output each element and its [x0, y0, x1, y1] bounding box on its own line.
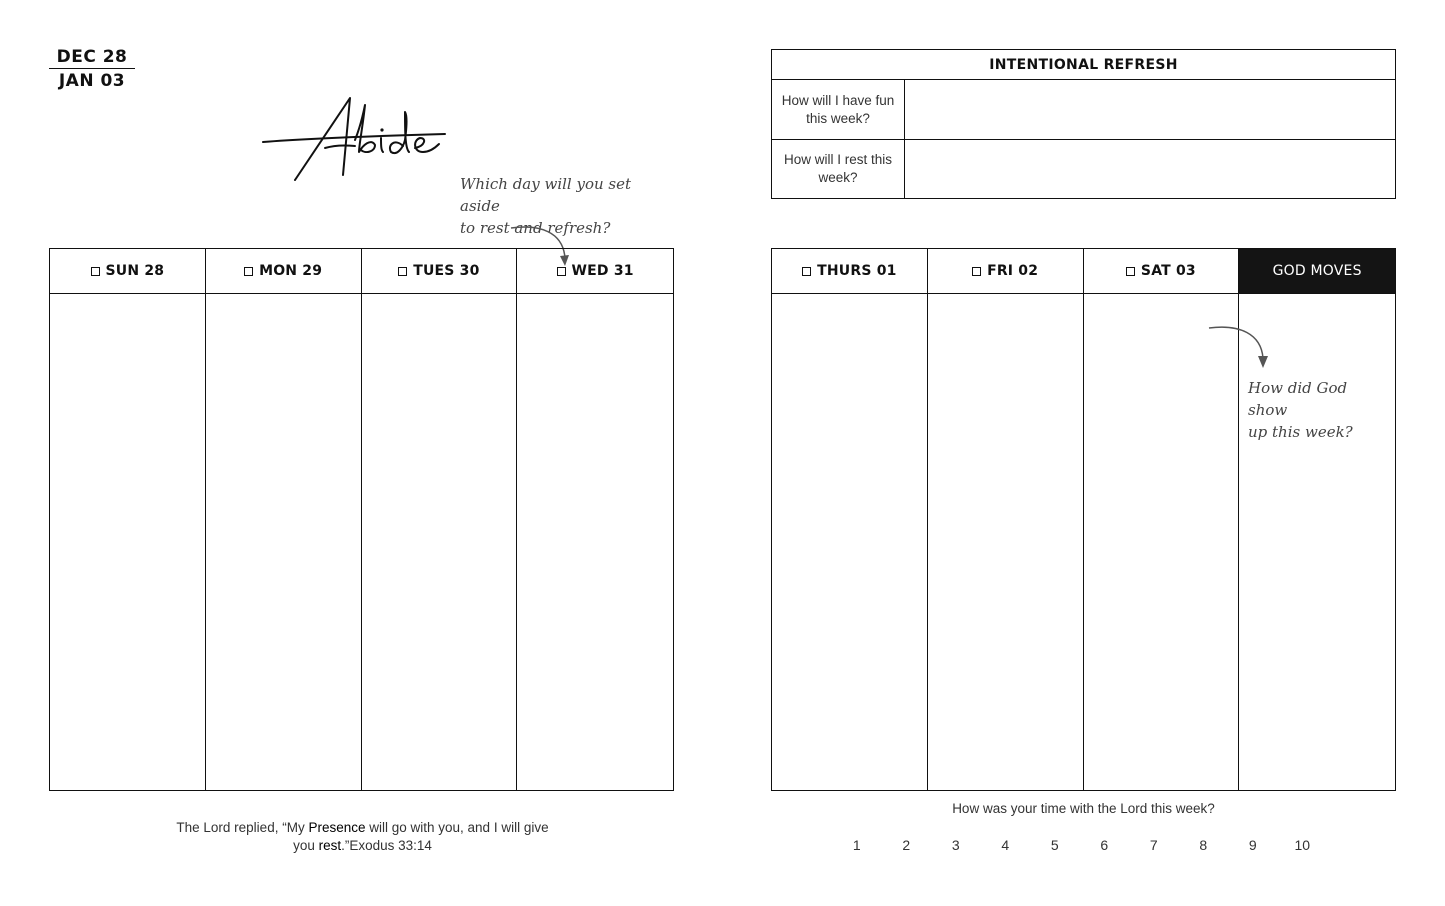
day-header-fri[interactable]: FRI 02: [928, 249, 1084, 294]
refresh-answer-fun[interactable]: [905, 80, 1395, 139]
rating-scale: [832, 837, 1327, 853]
day-cell-thurs[interactable]: [772, 294, 928, 790]
god-show-note-line2: up this week?: [1248, 423, 1353, 441]
rating-option[interactable]: 10: [1294, 837, 1311, 853]
week-grid-left: [49, 248, 674, 791]
day-header-thurs[interactable]: THURS 01: [772, 249, 928, 294]
rest-day-note-line1: Which day will you set aside: [460, 175, 632, 215]
refresh-question-rest: How will I rest this week?: [772, 140, 905, 198]
refresh-question-fun: How will I have fun this week?: [772, 80, 905, 139]
rating-option[interactable]: 3: [951, 837, 960, 853]
rating-option[interactable]: 7: [1149, 837, 1158, 853]
verse-emphasis-presence: Presence: [308, 820, 366, 835]
refresh-row-fun: [772, 80, 1395, 139]
checkbox-icon[interactable]: [1126, 267, 1135, 276]
verse-emphasis-rest: rest: [318, 838, 342, 853]
rating-option[interactable]: 6: [1100, 837, 1109, 853]
rating-option[interactable]: 4: [1001, 837, 1010, 853]
intentional-refresh-table: [771, 49, 1396, 199]
day-header-sun[interactable]: SUN 28: [50, 249, 206, 294]
day-cell-mon[interactable]: [206, 294, 362, 790]
date-end: JAN 03: [58, 71, 126, 91]
day-header-tues[interactable]: TUES 30: [362, 249, 518, 294]
checkbox-icon[interactable]: [91, 267, 100, 276]
checkbox-icon[interactable]: [398, 267, 407, 276]
scripture-verse: The Lord replied, “My Presence will go with you, and I will give you rest.”Exodus 33:14: [176, 820, 549, 853]
day-header-wed[interactable]: WED 31: [517, 249, 673, 294]
day-header-mon[interactable]: MON 29: [206, 249, 362, 294]
day-cell-tues[interactable]: [362, 294, 518, 790]
day-cell-fri[interactable]: [928, 294, 1084, 790]
rating-question: How was your time with the Lord this week?: [952, 801, 1215, 816]
refresh-row-rest: [772, 139, 1395, 198]
rest-day-note-line2: to rest and refresh?: [460, 219, 611, 237]
god-moves-header: GOD MOVES: [1239, 249, 1395, 294]
date-range: [49, 46, 135, 92]
checkbox-icon[interactable]: [557, 267, 566, 276]
checkbox-icon[interactable]: [244, 267, 253, 276]
abide-script-title: [255, 90, 455, 190]
god-show-note-line1: How did God show: [1248, 379, 1348, 419]
rating-option[interactable]: 8: [1199, 837, 1208, 853]
date-start: DEC 28: [56, 47, 128, 67]
rating-option[interactable]: 2: [902, 837, 911, 853]
date-divider: [49, 68, 135, 69]
rating-option[interactable]: 9: [1248, 837, 1257, 853]
god-show-note: [1248, 377, 1388, 443]
day-cell-wed[interactable]: [517, 294, 673, 790]
day-cell-sun[interactable]: [50, 294, 206, 790]
rating-option[interactable]: 1: [852, 837, 861, 853]
rating-option[interactable]: 5: [1050, 837, 1059, 853]
refresh-answer-rest[interactable]: [905, 140, 1395, 198]
refresh-title: INTENTIONAL REFRESH: [772, 50, 1395, 80]
curved-arrow-icon: [1205, 322, 1275, 372]
week-grid-right: [771, 248, 1396, 791]
checkbox-icon[interactable]: [972, 267, 981, 276]
checkbox-icon[interactable]: [802, 267, 811, 276]
day-header-sat[interactable]: SAT 03: [1084, 249, 1240, 294]
